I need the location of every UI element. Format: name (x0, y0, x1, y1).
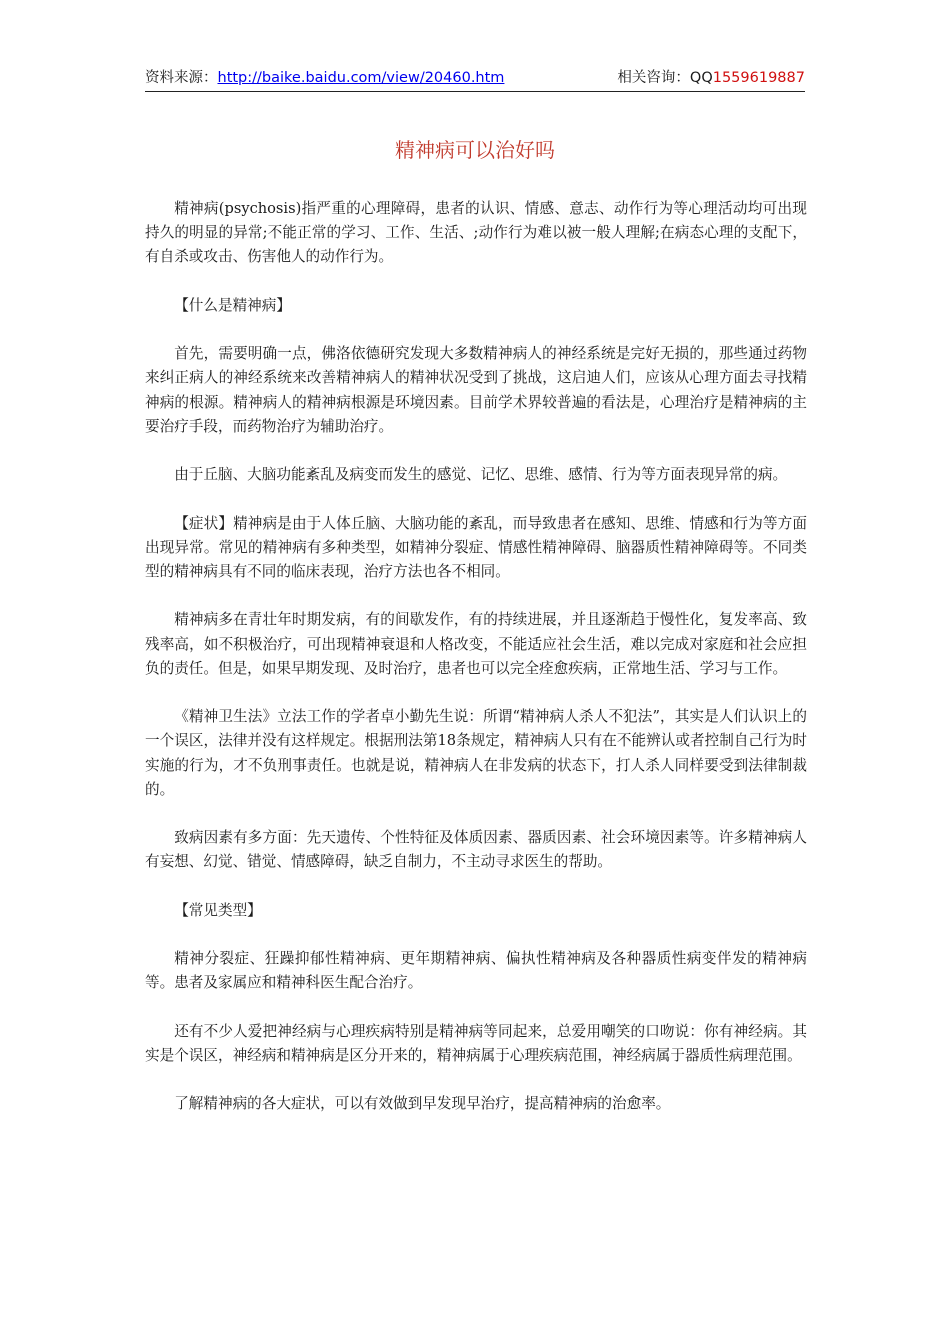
paragraph: 【症状】精神病是由于人体丘脑、大脑功能的紊乱，而导致患者在感知、思维、情感和行为等方面出现异常。常见的精神病有多种类型，如精神分裂症、情感性精神障碍、脑器质性精神障碍等。不同类型的精神病具有不同的临床表现，治疗方法也各不相同。 (145, 514, 807, 580)
qq-number: 1559619887 (712, 70, 805, 86)
contact-label: 相关咨询：QQ (617, 70, 713, 86)
paragraph: 首先，需要明确一点，佛洛依德研究发现大多数精神病人的神经系统是完好无损的，那些通过药物来纠正病人的神经系统来改善精神病人的精神状况受到了挑战，这启迪人们，应该从心理方面去寻找精神病的根源。精神病人的精神病根源是环境因素。目前学术界较普遍的看法是，心理治疗是精神病的主要治疗手段，而药物治疗为辅助治疗。 (145, 345, 807, 435)
paragraph: 精神病(psychosis)指严重的心理障碍，患者的认识、情感、意志、动作行为等心理活动均可出现持久的明显的异常;不能正常的学习、工作、生活、;动作行为难以被一般人理解;在病态心理的支配下，有自杀或攻击、伤害他人的动作行为。 (145, 200, 807, 266)
document-title: 精神病可以治好吗 (395, 138, 555, 162)
paragraph: 致病因素有多方面：先天遗传、个性特征及体质因素、器质因素、社会环境因素等。许多精神病人有妄想、幻觉、错觉、情感障碍，缺乏自制力，不主动寻求医生的帮助。 (145, 829, 807, 871)
paragraph: 由于丘脑、大脑功能紊乱及病变而发生的感觉、记忆、思维、感情、行为等方面表现异常的病。 (174, 466, 788, 484)
paragraph: 精神病多在青壮年时期发病，有的间歇发作，有的持续进展，并且逐渐趋于慢性化，复发率高、致残率高，如不积极治疗，可出现精神衰退和人格改变，不能适应社会生活，难以完成对家庭和社会应担负的责任。但是，如果早期发现、及时治疗，患者也可以完全痊愈疾病，正常地生活、学习与工作。 (145, 611, 807, 677)
source-link[interactable]: http://baike.baidu.com/view/20460.htm (217, 70, 505, 86)
paragraph: 了解精神病的各大症状，可以有效做到早发现早治疗，提高精神病的治愈率。 (174, 1095, 671, 1113)
document-body (145, 197, 807, 1141)
source-label: 资料来源： (145, 70, 218, 86)
section-heading: 【什么是精神病】 (174, 296, 291, 314)
paragraph: 还有不少人爱把神经病与心理疾病特别是精神病等同起来，总爱用嘲笑的口吻说：你有神经病。其实是个误区，神经病和精神病是区分开来的，精神病属于心理疾病范围，神经病属于器质性病理范围。 (145, 1022, 807, 1064)
paragraph: 精神分裂症、狂躁抑郁性精神病、更年期精神病、偏执性精神病及各种器质性病变伴发的精神病等。患者及家属应和精神科医生配合治疗。 (145, 950, 807, 992)
page-header (145, 67, 805, 92)
source-line (145, 67, 504, 89)
section-heading: 【常见类型】 (174, 901, 262, 919)
paragraph: 《精神卫生法》立法工作的学者卓小勤先生说：所谓“精神病人杀人不犯法”，其实是人们认识上的一个误区，法律并没有这样规定。根据刑法第18条规定，精神病人只有在不能辨认或者控制自己行为时实施的行为，才不负刑事责任。也就是说，精神病人在非发病的状态下，打人杀人同样要受到法律制裁的。 (145, 708, 807, 798)
contact-line (617, 67, 805, 89)
